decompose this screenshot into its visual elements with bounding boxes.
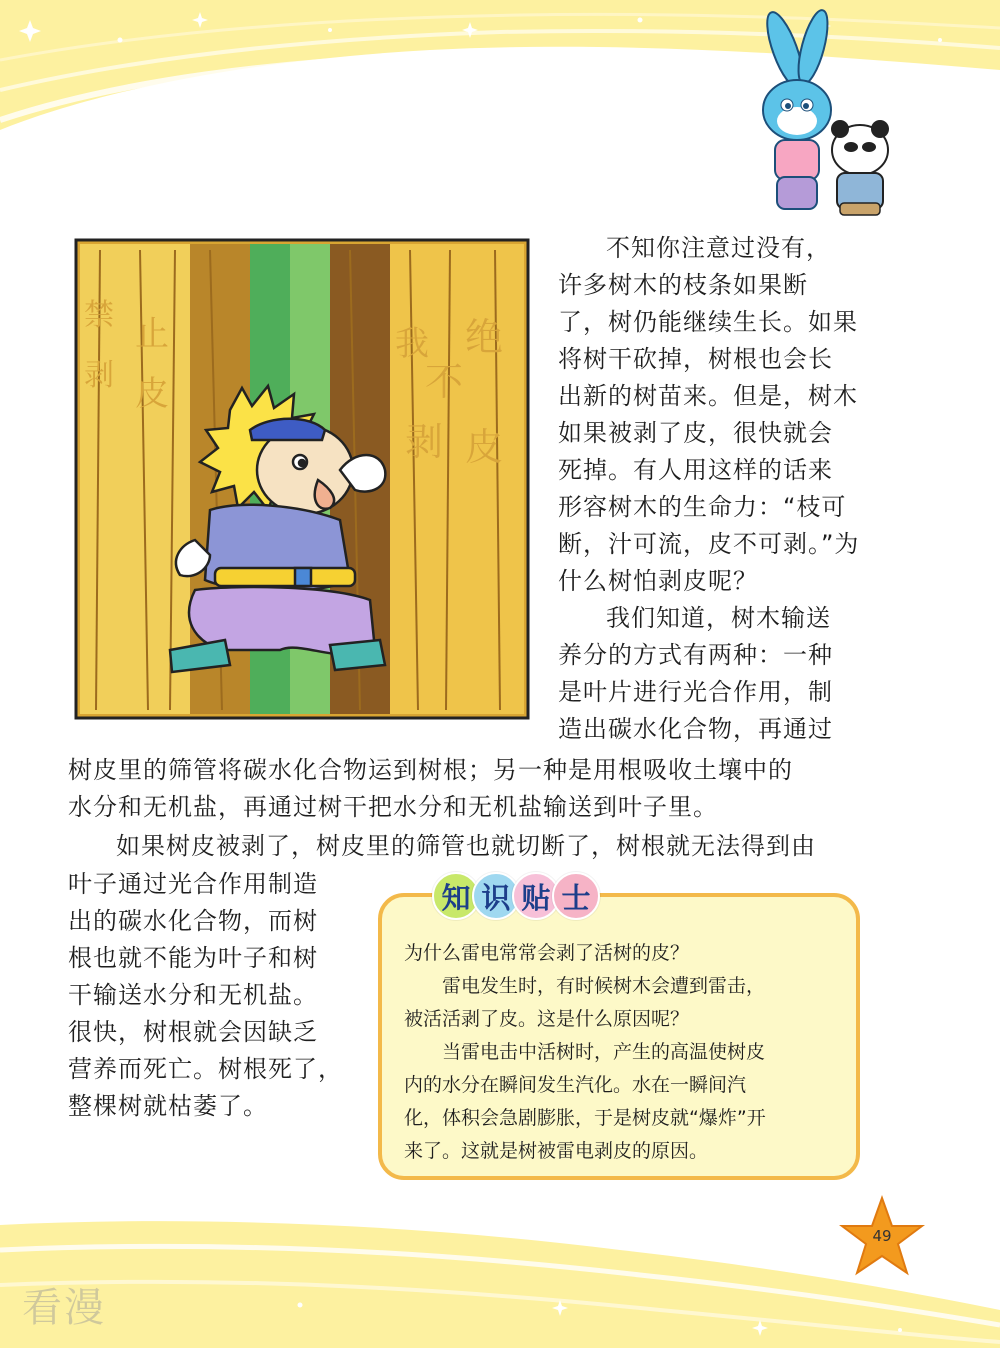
- tips-title-char-3: 贴: [512, 872, 560, 920]
- tips-answer-line: 来了。这就是树被雷电剥皮的原因。: [404, 1140, 709, 1162]
- text-line: 养分的方式有两种：一种: [558, 641, 833, 669]
- text-line: 什么树怕剥皮呢？: [558, 567, 758, 595]
- text-line: 死掉。有人用这样的话来: [558, 456, 833, 484]
- text-line: 树皮里的筛管将碳水化合物运到树根；另一种是用根吸收土壤中的: [68, 756, 793, 784]
- text-line: 许多树木的枝条如果断: [558, 271, 808, 299]
- text-line: 营养而死亡。树根死了，: [68, 1055, 343, 1083]
- text-line: 出的碳水化合物，而树: [68, 907, 318, 935]
- tips-answer-line: 被活活剥了皮。这是什么原因呢？: [404, 1008, 690, 1030]
- text-line: 将树干砍掉，树根也会长: [558, 345, 833, 373]
- text-line: 根也就不能为叶子和树: [68, 944, 318, 972]
- tips-answer-line: 雷电发生时，有时候树木会遭到雷击，: [442, 975, 766, 997]
- text-line: 干输送水分和无机盐。: [68, 981, 318, 1009]
- text-line: 叶子通过光合作用制造: [68, 870, 318, 898]
- tips-answer-line: 当雷电击中活树时，产生的高温使树皮: [442, 1041, 766, 1063]
- tips-answer-line: 内的水分在瞬间发生汽化。水在一瞬间汽: [404, 1074, 747, 1096]
- page-number: 49: [872, 1227, 892, 1245]
- tips-question: 为什么雷电常常会剥了活树的皮？: [404, 942, 690, 964]
- text-line: 是叶片进行光合作用，制: [558, 678, 833, 706]
- text-line: 我们知道，树木输送: [606, 604, 831, 632]
- text-line: 如果树皮被剥了，树皮里的筛管也就切断了，树根就无法得到由: [116, 832, 816, 860]
- tips-answer-line: 化，体积会急剧膨胀，于是树皮就“爆炸”开: [404, 1107, 766, 1129]
- carved-sign-left-char-3: 剥: [84, 358, 114, 393]
- carved-sign-left-char-1: 禁: [84, 298, 114, 333]
- tips-title-char-2: 识: [472, 872, 520, 920]
- carved-sign-right-char-4: 皮: [465, 425, 504, 469]
- text-line: 不知你注意过没有，: [606, 234, 831, 262]
- text-line: 整棵树就枯萎了。: [68, 1092, 268, 1120]
- carved-sign-right-char-5: 我: [395, 324, 429, 364]
- carved-sign-right-char-1: 绝: [465, 315, 504, 359]
- carved-sign-left-char-4: 皮: [135, 374, 169, 414]
- text-line: 水分和无机盐，再通过树干把水分和无机盐输送到叶子里。: [68, 793, 718, 821]
- tips-title-char-4: 士: [552, 872, 600, 920]
- tips-title-char-1: 知: [432, 872, 480, 920]
- text-line: 造出碳水化合物，再通过: [558, 715, 833, 743]
- text-line: 断，汁可流，皮不可剥。”为: [558, 530, 860, 558]
- carved-sign-left-char-2: 止: [135, 314, 169, 354]
- text-line: 出新的树苗来。但是，树木: [558, 382, 858, 410]
- text-line: 如果被剥了皮，很快就会: [558, 419, 833, 447]
- text-line: 形容树木的生命力：“枝可: [558, 493, 847, 521]
- text-line: 很快，树根就会因缺乏: [68, 1018, 318, 1046]
- text-line: 了，树仍能继续生长。如果: [558, 308, 858, 336]
- watermark: 看漫: [22, 1285, 106, 1331]
- carved-sign-right-char-3: 剥: [405, 420, 444, 464]
- carved-sign-right-char-2: 不: [425, 360, 464, 404]
